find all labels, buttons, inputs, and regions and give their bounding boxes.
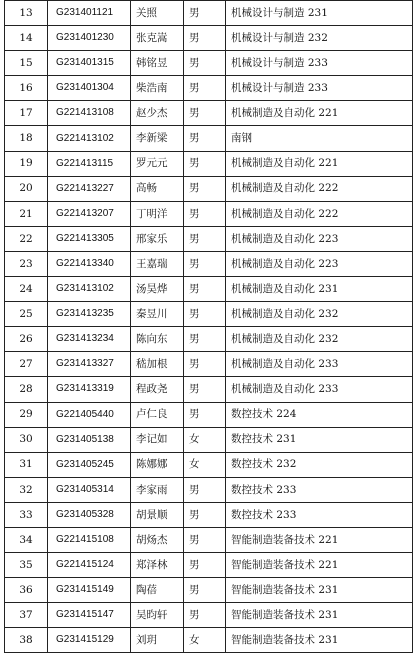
- major-class-cell: 数控技术 224: [226, 402, 413, 427]
- gender-cell: 男: [184, 26, 226, 51]
- table-row: [5, 101, 413, 126]
- student-table: [4, 0, 413, 653]
- student-name-cell: 刘玥: [131, 628, 184, 653]
- gender-cell: 男: [184, 176, 226, 201]
- row-number: 20: [5, 176, 48, 201]
- student-name-cell: 高畅: [131, 176, 184, 201]
- student-name-cell: 邢家乐: [131, 226, 184, 251]
- gender-cell: 男: [184, 327, 226, 352]
- gender-cell: 女: [184, 427, 226, 452]
- gender-cell: 男: [184, 603, 226, 628]
- table-row: [5, 151, 413, 176]
- table-row: [5, 527, 413, 552]
- student-id-cell: G231415129: [48, 628, 131, 653]
- student-id-cell: G231405328: [48, 502, 131, 527]
- row-number: 37: [5, 603, 48, 628]
- gender-cell: 男: [184, 502, 226, 527]
- table-row: [5, 76, 413, 101]
- row-number: 16: [5, 76, 48, 101]
- gender-cell: 女: [184, 628, 226, 653]
- major-class-cell: 数控技术 233: [226, 477, 413, 502]
- gender-cell: 男: [184, 151, 226, 176]
- student-name-cell: 李新梁: [131, 126, 184, 151]
- row-number: 24: [5, 277, 48, 302]
- row-number: 36: [5, 578, 48, 603]
- table-row: [5, 251, 413, 276]
- student-name-cell: 陈向东: [131, 327, 184, 352]
- row-number: 23: [5, 251, 48, 276]
- major-class-cell: 机械制造及自动化 231: [226, 277, 413, 302]
- row-number: 22: [5, 226, 48, 251]
- table-row: [5, 427, 413, 452]
- student-id-cell: G221405440: [48, 402, 131, 427]
- row-number: 13: [5, 1, 48, 26]
- gender-cell: 男: [184, 527, 226, 552]
- row-number: 31: [5, 452, 48, 477]
- student-id-cell: G231413102: [48, 277, 131, 302]
- gender-cell: 男: [184, 553, 226, 578]
- student-id-cell: G231413327: [48, 352, 131, 377]
- student-id-cell: G221413108: [48, 101, 131, 126]
- major-class-cell: 机械制造及自动化 233: [226, 377, 413, 402]
- student-name-cell: 胡炀杰: [131, 527, 184, 552]
- student-id-cell: G231405245: [48, 452, 131, 477]
- table-row: [5, 226, 413, 251]
- gender-cell: 男: [184, 1, 226, 26]
- row-number: 38: [5, 628, 48, 653]
- major-class-cell: 机械设计与制造 233: [226, 76, 413, 101]
- row-number: 19: [5, 151, 48, 176]
- student-id-cell: G221413227: [48, 176, 131, 201]
- gender-cell: 男: [184, 377, 226, 402]
- row-number: 25: [5, 302, 48, 327]
- gender-cell: 男: [184, 302, 226, 327]
- major-class-cell: 智能制造装备技术 231: [226, 578, 413, 603]
- major-class-cell: 机械制造及自动化 223: [226, 251, 413, 276]
- student-id-cell: G231413234: [48, 327, 131, 352]
- major-class-cell: 智能制造装备技术 231: [226, 628, 413, 653]
- table-row: [5, 402, 413, 427]
- student-name-cell: 李家雨: [131, 477, 184, 502]
- student-name-cell: 郑泽林: [131, 553, 184, 578]
- student-name-cell: 卢仁良: [131, 402, 184, 427]
- major-class-cell: 智能制造装备技术 221: [226, 553, 413, 578]
- student-id-cell: G221413207: [48, 201, 131, 226]
- major-class-cell: 机械制造及自动化 232: [226, 302, 413, 327]
- table-row: [5, 377, 413, 402]
- gender-cell: 男: [184, 51, 226, 76]
- row-number: 34: [5, 527, 48, 552]
- row-number: 21: [5, 201, 48, 226]
- student-id-cell: G221413102: [48, 126, 131, 151]
- student-id-cell: G231415147: [48, 603, 131, 628]
- student-table-body: [5, 1, 413, 653]
- major-class-cell: 数控技术 231: [226, 427, 413, 452]
- gender-cell: 男: [184, 477, 226, 502]
- row-number: 17: [5, 101, 48, 126]
- gender-cell: 男: [184, 201, 226, 226]
- gender-cell: 男: [184, 126, 226, 151]
- major-class-cell: 机械制造及自动化 222: [226, 176, 413, 201]
- table-row: [5, 352, 413, 377]
- table-row: [5, 277, 413, 302]
- major-class-cell: 机械制造及自动化 221: [226, 151, 413, 176]
- row-number: 26: [5, 327, 48, 352]
- student-id-cell: G231401304: [48, 76, 131, 101]
- student-id-cell: G231413319: [48, 377, 131, 402]
- row-number: 35: [5, 553, 48, 578]
- gender-cell: 男: [184, 76, 226, 101]
- student-name-cell: 赵少杰: [131, 101, 184, 126]
- table-row: [5, 553, 413, 578]
- row-number: 30: [5, 427, 48, 452]
- major-class-cell: 机械设计与制造 233: [226, 51, 413, 76]
- major-class-cell: 机械制造及自动化 222: [226, 201, 413, 226]
- gender-cell: 男: [184, 352, 226, 377]
- row-number: 18: [5, 126, 48, 151]
- gender-cell: 男: [184, 226, 226, 251]
- gender-cell: 男: [184, 578, 226, 603]
- row-number: 32: [5, 477, 48, 502]
- student-id-cell: G231401121: [48, 1, 131, 26]
- table-row: [5, 1, 413, 26]
- student-name-cell: 程政尧: [131, 377, 184, 402]
- table-row: [5, 603, 413, 628]
- table-row: [5, 176, 413, 201]
- gender-cell: 男: [184, 101, 226, 126]
- row-number: 27: [5, 352, 48, 377]
- major-class-cell: 机械设计与制造 232: [226, 26, 413, 51]
- student-id-cell: G231401315: [48, 51, 131, 76]
- row-number: 29: [5, 402, 48, 427]
- major-class-cell: 机械制造及自动化 221: [226, 101, 413, 126]
- student-id-cell: G231405314: [48, 477, 131, 502]
- student-name-cell: 韩铭昱: [131, 51, 184, 76]
- gender-cell: 男: [184, 251, 226, 276]
- student-name-cell: 汤昊烨: [131, 277, 184, 302]
- student-id-cell: G231413235: [48, 302, 131, 327]
- major-class-cell: 数控技术 233: [226, 502, 413, 527]
- table-row: [5, 502, 413, 527]
- student-name-cell: 关照: [131, 1, 184, 26]
- table-row: [5, 327, 413, 352]
- student-name-cell: 秦昱川: [131, 302, 184, 327]
- student-id-cell: G231405138: [48, 427, 131, 452]
- student-name-cell: 李记如: [131, 427, 184, 452]
- major-class-cell: 南钢: [226, 126, 413, 151]
- student-id-cell: G221413305: [48, 226, 131, 251]
- major-class-cell: 智能制造装备技术 221: [226, 527, 413, 552]
- student-name-cell: 吴昀轩: [131, 603, 184, 628]
- table-row: [5, 26, 413, 51]
- major-class-cell: 机械设计与制造 231: [226, 1, 413, 26]
- gender-cell: 男: [184, 402, 226, 427]
- gender-cell: 男: [184, 277, 226, 302]
- table-row: [5, 201, 413, 226]
- gender-cell: 女: [184, 452, 226, 477]
- student-list-sheet: [4, 0, 412, 653]
- table-row: [5, 477, 413, 502]
- student-id-cell: G231415149: [48, 578, 131, 603]
- major-class-cell: 数控技术 232: [226, 452, 413, 477]
- student-id-cell: G231401230: [48, 26, 131, 51]
- student-name-cell: 丁明洋: [131, 201, 184, 226]
- table-row: [5, 578, 413, 603]
- student-name-cell: 张克嵩: [131, 26, 184, 51]
- student-name-cell: 陶蓓: [131, 578, 184, 603]
- row-number: 15: [5, 51, 48, 76]
- student-name-cell: 罗元元: [131, 151, 184, 176]
- row-number: 14: [5, 26, 48, 51]
- student-name-cell: 王嘉瑞: [131, 251, 184, 276]
- student-name-cell: 嵇加根: [131, 352, 184, 377]
- student-id-cell: G221415108: [48, 527, 131, 552]
- row-number: 33: [5, 502, 48, 527]
- major-class-cell: 机械制造及自动化 223: [226, 226, 413, 251]
- student-name-cell: 陈娜娜: [131, 452, 184, 477]
- student-name-cell: 柴浩南: [131, 76, 184, 101]
- student-id-cell: G221415124: [48, 553, 131, 578]
- table-row: [5, 126, 413, 151]
- major-class-cell: 机械制造及自动化 232: [226, 327, 413, 352]
- major-class-cell: 智能制造装备技术 231: [226, 603, 413, 628]
- table-row: [5, 302, 413, 327]
- table-row: [5, 51, 413, 76]
- student-id-cell: G221413340: [48, 251, 131, 276]
- table-row: [5, 452, 413, 477]
- row-number: 28: [5, 377, 48, 402]
- major-class-cell: 机械制造及自动化 233: [226, 352, 413, 377]
- student-id-cell: G221413115: [48, 151, 131, 176]
- student-name-cell: 胡景顺: [131, 502, 184, 527]
- table-row: [5, 628, 413, 653]
